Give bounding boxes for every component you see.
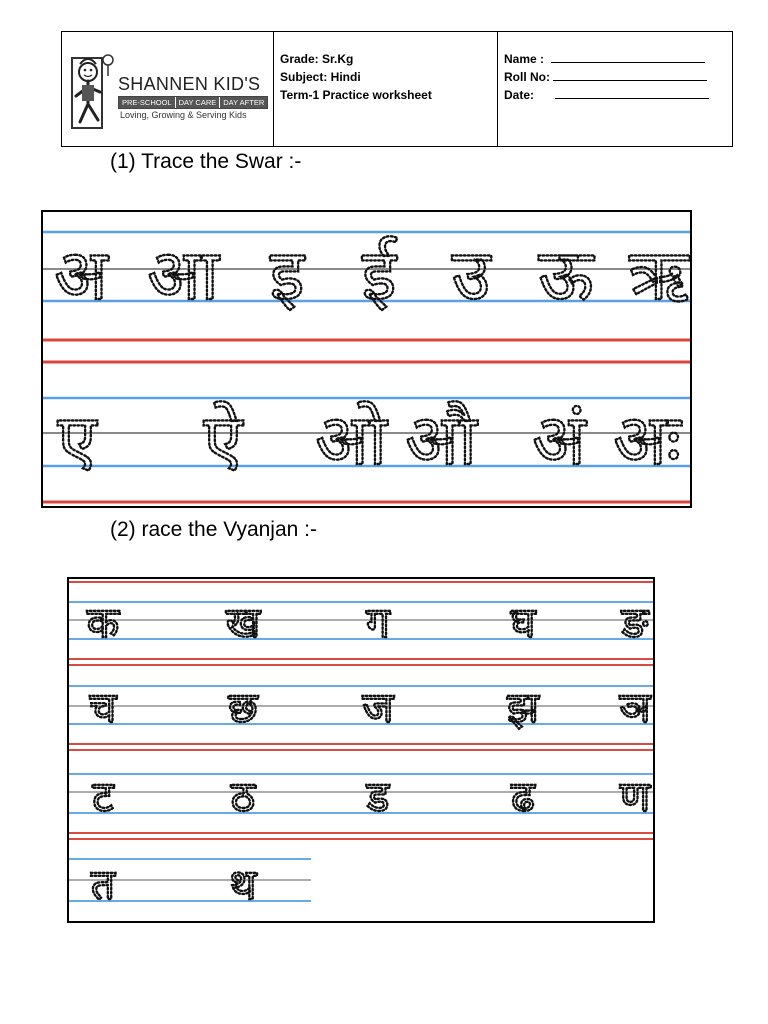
swar-section-title: (1) Trace the Swar :- — [110, 150, 302, 173]
service-dayafter: DAY AFTER — [220, 97, 267, 108]
vyanjan-trace-letter: ड — [366, 772, 390, 821]
student-details-cell — [498, 32, 732, 146]
vyanjan-trace-letter: च — [89, 683, 117, 732]
roll-row — [504, 68, 732, 86]
swar-trace-letter: ऊ — [538, 234, 594, 316]
swar-trace-letter: ओ — [315, 399, 387, 481]
vyanjan-trace-letter: ण — [619, 772, 651, 821]
vyanjan-trace-letter: थ — [229, 860, 257, 909]
service-preschool: PRE-SCHOOL — [119, 97, 176, 108]
swar-trace-letter: ऋ — [629, 234, 689, 316]
vyanjan-trace-letter: ट — [92, 772, 114, 821]
roll-label: Roll No: — [504, 70, 550, 84]
name-label: Name : — [504, 52, 545, 66]
swar-trace-letter: औ — [405, 399, 477, 481]
term-label: Term-1 Practice worksheet — [280, 88, 432, 102]
vyanjan-tracing-sheet — [69, 579, 653, 921]
swar-trace-letter: अ — [54, 234, 108, 316]
vyanjan-trace-letter: क — [86, 598, 120, 647]
vyanjan-trace-letter: ग — [366, 598, 390, 647]
swar-trace-letter: उ — [451, 234, 491, 316]
swar-trace-letter: इ — [269, 234, 305, 316]
name-row — [504, 50, 732, 68]
swar-trace-letter: ई — [361, 234, 397, 316]
subject-label: Subject: Hindi — [280, 70, 361, 84]
vyanjan-trace-letter: घ — [510, 598, 536, 647]
vyanjan-trace-letter: छ — [228, 683, 258, 732]
vyanjan-trace-letter: ढ — [511, 772, 535, 821]
swar-tracing-panel[interactable] — [41, 210, 692, 508]
service-daycare: DAY CARE — [176, 97, 221, 108]
worksheet-info-cell — [274, 32, 498, 146]
grade-label: Grade: Sr.Kg — [280, 52, 354, 66]
swar-trace-letter: ए — [57, 399, 97, 481]
swar-trace-letter: आ — [147, 234, 219, 316]
vyanjan-trace-letter: झ — [507, 683, 539, 732]
swar-tracing-sheet — [43, 212, 690, 506]
worksheet-header — [61, 31, 733, 147]
vyanjan-trace-letter: ठ — [230, 772, 256, 821]
swar-trace-letter: अः — [613, 399, 681, 481]
vyanjan-tracing-panel[interactable] — [67, 577, 655, 923]
date-row — [504, 86, 732, 104]
school-logo-cell — [62, 32, 274, 146]
school-tagline: Loving, Growing & Serving Kids — [120, 110, 247, 120]
school-name: SHANNEN KID'S — [118, 74, 261, 94]
school-services-bar — [118, 96, 268, 109]
vyanjan-section-title: (2) race the Vyanjan :- — [110, 518, 317, 541]
date-field[interactable] — [555, 87, 709, 99]
name-field[interactable] — [551, 51, 705, 63]
vyanjan-trace-letter: ङ — [621, 598, 649, 647]
vyanjan-trace-letter: ख — [225, 598, 261, 647]
vyanjan-trace-letter: त — [91, 860, 115, 909]
swar-trace-letter: ऐ — [203, 399, 243, 481]
roll-field[interactable] — [553, 69, 707, 81]
vyanjan-trace-letter: ज — [362, 683, 394, 732]
vyanjan-trace-letter: ञ — [619, 683, 651, 732]
date-label: Date: — [504, 88, 535, 102]
swar-trace-letter: अं — [532, 399, 586, 481]
kid-mascot-icon — [68, 52, 116, 134]
